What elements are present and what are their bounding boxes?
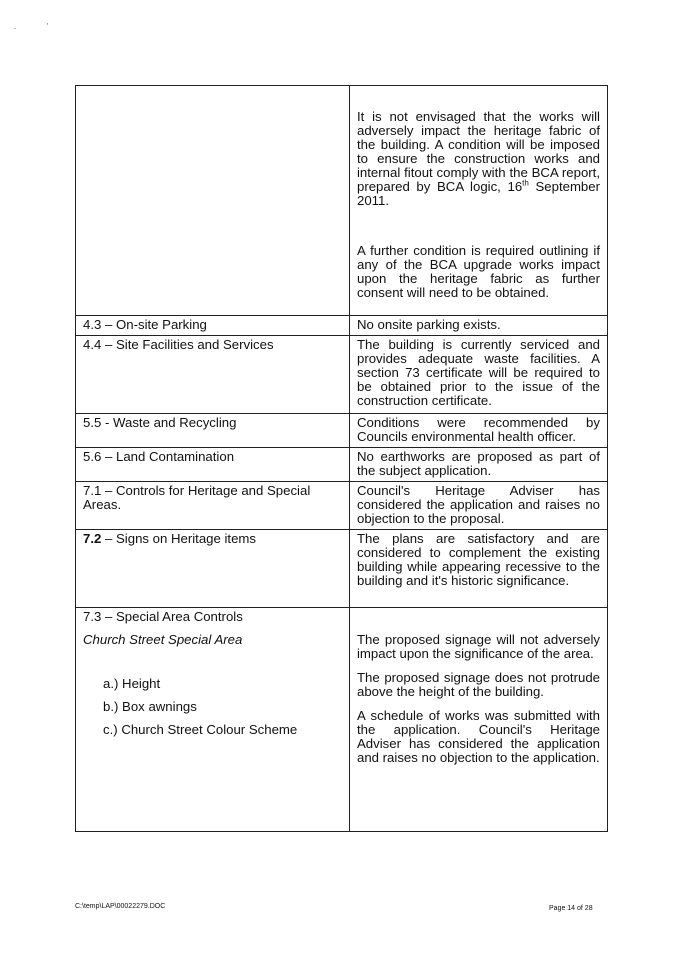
section-label xyxy=(76,608,350,832)
scan-marks: . ' xyxy=(14,22,62,31)
section-comment: Conditions were recommended by Councils environmental health officer. xyxy=(350,414,608,448)
table-row xyxy=(76,414,608,448)
left-cell-empty xyxy=(76,86,350,316)
section-label: 5.6 – Land Contamination xyxy=(76,448,350,482)
heritage-impact-paragraph: It is not envisaged that the works will adversely impact the heritage fabric of the building. A condition will be imposed to ensure the construction works and internal fitout comply with the BCA report, prepared by BCA logic, 16th September 2011. xyxy=(357,109,600,208)
section-label: 7.1 – Controls for Heritage and Special Areas. xyxy=(76,482,350,530)
section-label: 4.4 – Site Facilities and Services xyxy=(76,336,350,414)
table-row xyxy=(76,316,608,336)
bca-condition-paragraph: A further condition is required outlining if any of the BCA upgrade works impact upon the heritage fabric as further consent will need to be obtained. xyxy=(357,243,600,300)
comment-paragraph: A schedule of works was submitted with the application. Council's Heritage Adviser has considered the application and raises no objection to the application. xyxy=(357,708,600,765)
footer-file-path: C:\temp\LAP\00022279.DOC xyxy=(75,903,166,910)
comment-paragraph: The proposed signage does not protrude above the height of the building. xyxy=(357,670,600,699)
section-label: 5.5 - Waste and Recycling xyxy=(76,414,350,448)
section-comment xyxy=(350,608,608,832)
section-comment: No onsite parking exists. xyxy=(350,316,608,336)
table-row xyxy=(76,448,608,482)
list-item: a.) Height xyxy=(103,676,161,691)
special-area-subtitle: Church Street Special Area xyxy=(83,632,243,647)
right-cell xyxy=(350,86,608,316)
assessment-table xyxy=(75,85,608,832)
footer-page-number: Page 14 of 28 xyxy=(549,905,593,912)
section-comment: No earthworks are proposed as part of the subject application. xyxy=(350,448,608,482)
section-comment: The plans are satisfactory and are considered to complement the existing building while appearing recessive to the building and it's historic significance. xyxy=(350,530,608,608)
section-label: 7.2 – Signs on Heritage items xyxy=(76,530,350,608)
section-label: 4.3 – On-site Parking xyxy=(76,316,350,336)
section-comment: Council's Heritage Adviser has considered the application and raises no objection to the proposal. xyxy=(350,482,608,530)
table-row xyxy=(76,608,608,832)
table-row xyxy=(76,530,608,608)
comment-paragraph: The proposed signage will not adversely impact upon the significance of the area. xyxy=(357,632,600,661)
list-item: b.) Box awnings xyxy=(103,699,197,714)
table-row xyxy=(76,482,608,530)
section-comment: The building is currently serviced and provides adequate waste facilities. A section 73 certificate will be required to be obtained prior to the issue of the construction certificate. xyxy=(350,336,608,414)
table-row xyxy=(76,336,608,414)
special-area-title: 7.3 – Special Area Controls xyxy=(83,609,243,624)
table-row xyxy=(76,86,608,316)
list-item: c.) Church Street Colour Scheme xyxy=(103,722,298,737)
